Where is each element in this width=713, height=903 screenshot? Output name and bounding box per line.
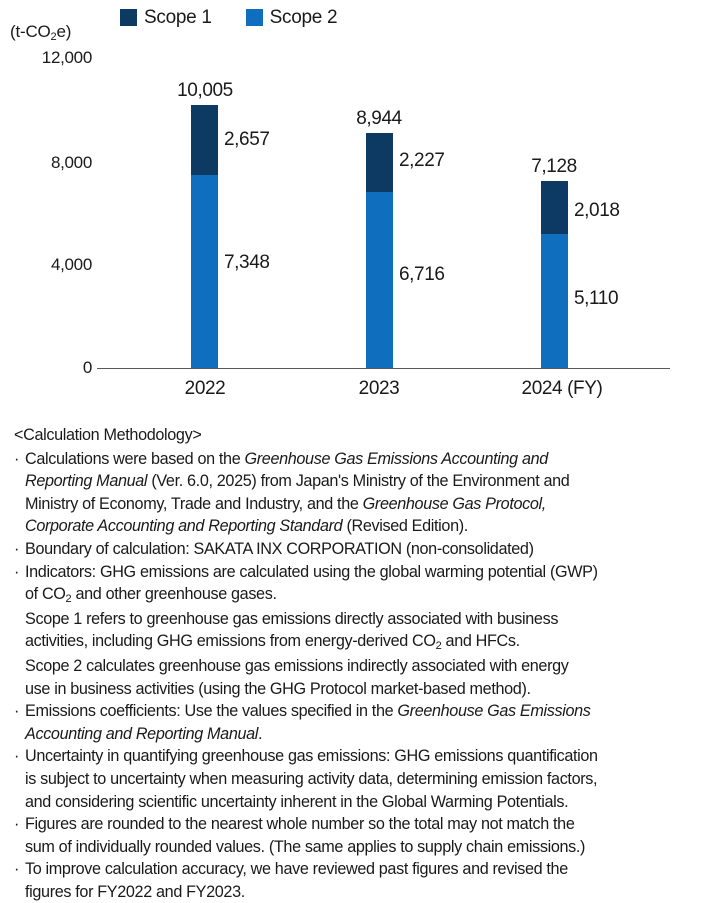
y-axis-tick-label: 0	[82, 358, 92, 377]
note-item-line: use in business activities (using the GHG Protocol market-based method).	[25, 679, 531, 698]
plot-area	[0, 0, 713, 410]
bar-segment-scope1[interactable]	[191, 105, 218, 175]
note-bullet: ·	[14, 562, 20, 581]
bar-segment-scope1[interactable]	[366, 133, 393, 192]
x-axis-label-2022: 2022	[184, 378, 226, 399]
y-axis-tick-label: 8,000	[50, 153, 92, 172]
note-item: · Boundary of calculation: SAKATA INX CORPORATION (non-consolidated)	[14, 538, 705, 561]
note-item: · Figures are rounded to the nearest whole number so the total may not match the	[14, 813, 705, 836]
legend-label-scope1: Scope 1	[144, 7, 212, 28]
note-item-line: is subject to uncertainty when measuring activity data, determining emission factors,	[25, 769, 598, 788]
bar-segment-scope1[interactable]	[541, 181, 568, 234]
bar-total-label-2023: 8,944	[356, 108, 402, 129]
note-bullet: ·	[14, 539, 20, 558]
ghg-emissions-chart	[0, 0, 713, 410]
note-bullet: ·	[14, 747, 20, 766]
calculation-methodology-notes	[0, 424, 713, 903]
bar-total-label-2022: 10,005	[177, 80, 233, 101]
note-item-line: and considering scientific uncertainty inherent in the Global Warming Potentials.	[25, 792, 569, 811]
note-item: · Indicators: GHG emissions are calculated using the global warming potential (GWP)	[14, 561, 705, 584]
notes-heading: <Calculation Methodology>	[14, 426, 202, 444]
note-item-line: activities, including GHG emissions from energy-derived $CO_2$ and HFCs.	[25, 632, 520, 653]
note-item-line: Reporting Manual (Ver. 6.0, 2025) from Japan's Ministry of the Environment and	[25, 472, 570, 491]
note-item-line: sum of individually rounded values. (The same applies to supply chain emissions.)	[25, 837, 586, 856]
bar-scope2-label-2024: 5,110	[574, 288, 619, 309]
note-item: · Emissions coefficients: Use the values specified in the Greenhouse Gas Emissions	[14, 700, 705, 723]
bar-segment-scope2[interactable]	[541, 234, 568, 368]
note-item-line: Scope 1 refers to greenhouse gas emissions directly associated with business	[25, 609, 559, 628]
notes-list	[14, 448, 705, 903]
note-item: · Uncertainty in quantifying greenhouse gas emissions: GHG emissions quantification	[14, 745, 705, 768]
y-axis-tick-label: 4,000	[50, 255, 92, 274]
note-item-line: Corporate Accounting and Reporting Standard (Revised Edition).	[25, 517, 468, 536]
bar-scope1-label-2024: 2,018	[574, 200, 620, 221]
note-item-line: figures for FY2022 and FY2023.	[25, 882, 245, 901]
bar-scope1-label-2022: 2,657	[224, 129, 270, 150]
bar-scope1-label-2023: 2,227	[399, 150, 445, 171]
bar-segment-scope2[interactable]	[191, 175, 218, 368]
bar-column-2022[interactable]	[191, 105, 218, 368]
x-axis-label-2023: 2023	[358, 378, 400, 399]
note-item: · To improve calculation accuracy, we have reviewed past figures and revised the	[14, 858, 705, 881]
note-item: · Calculations were based on the Greenhouse Gas Emissions Accounting and	[14, 448, 705, 471]
note-item-line: Ministry of Economy, Trade and Industry, and the Greenhouse Gas Protocol,	[25, 494, 546, 513]
note-bullet: ·	[14, 702, 20, 721]
note-bullet: ·	[14, 449, 20, 468]
note-bullet: ·	[14, 815, 20, 834]
note-item-line: of $CO_2$ and other greenhouse gases.	[25, 585, 277, 606]
x-axis-line	[97, 368, 670, 369]
y-axis-tick-label: 12,000	[41, 48, 92, 67]
bar-segment-scope2[interactable]	[366, 192, 393, 368]
note-bullet: ·	[14, 860, 20, 879]
bar-scope2-label-2023: 6,716	[399, 264, 445, 285]
bar-column-2023[interactable]	[366, 133, 393, 368]
note-item-line: Scope 2 calculates greenhouse gas emissions indirectly associated with energy	[25, 656, 569, 675]
bar-total-label-2024: 7,128	[531, 156, 577, 177]
note-item-line: Accounting and Reporting Manual.	[25, 724, 263, 743]
chart-unit-label: $(t-CO_2e)$	[10, 22, 72, 43]
bar-scope2-label-2022: 7,348	[224, 252, 270, 273]
bar-column-2024[interactable]	[541, 181, 568, 368]
legend-label-scope2: Scope 2	[269, 7, 338, 28]
x-axis-label-2024: 2024 (FY)	[521, 378, 603, 399]
